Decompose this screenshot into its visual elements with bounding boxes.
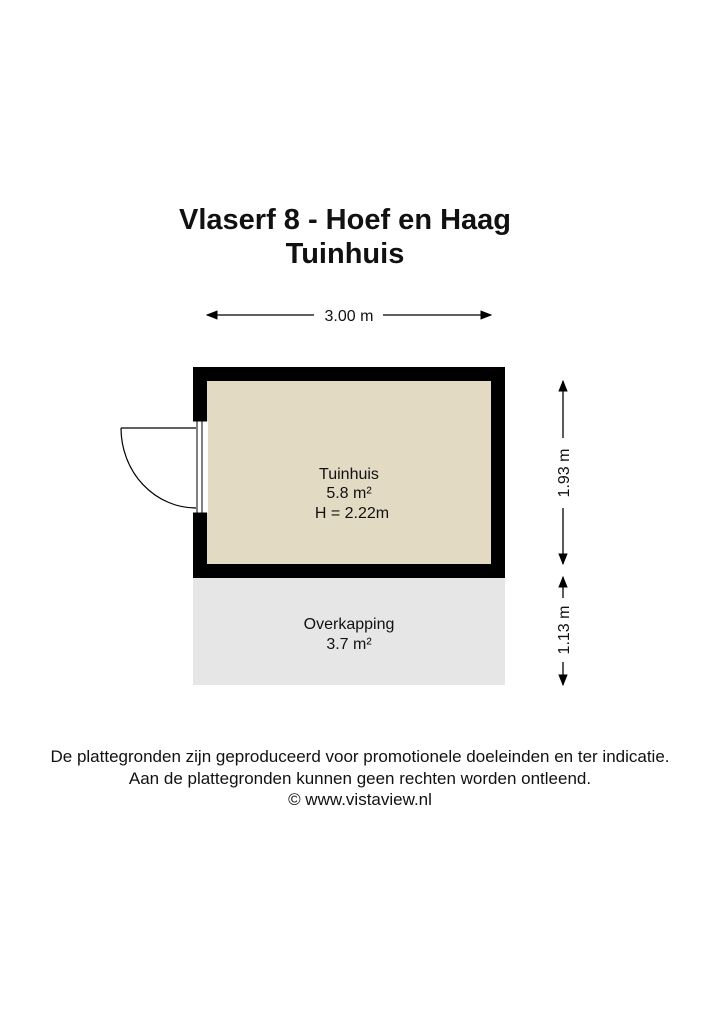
- door-opening: [192, 421, 208, 513]
- disclaimer-line-2: Aan de plattegronden kunnen geen rechten worden ontleend.: [128, 769, 592, 788]
- disclaimer-line-1: De plattegronden zijn geproduceerd voor promotionele doeleinden en ter indicatie.: [50, 747, 670, 766]
- door-swing-arc: [121, 428, 196, 508]
- canopy-depth-dimension-label: 1.13 m: [556, 605, 573, 655]
- room-area-tuinhuis: 5.8 m²: [326, 485, 372, 502]
- room-depth-dimension-label: 1.93 m: [556, 448, 573, 498]
- copyright-line: © www.vistaview.nl: [288, 790, 432, 809]
- plan-title-address: Vlaserf 8 - Hoef en Haag: [179, 204, 511, 236]
- plan-title-floor: Tuinhuis: [285, 238, 405, 270]
- room-name-tuinhuis: Tuinhuis: [319, 466, 379, 483]
- room-height-tuinhuis: H = 2.22m: [314, 505, 390, 522]
- room-area-overkapping: 3.7 m²: [326, 636, 372, 653]
- room-name-overkapping: Overkapping: [303, 616, 395, 633]
- width-dimension-label: 3.00 m: [324, 308, 374, 325]
